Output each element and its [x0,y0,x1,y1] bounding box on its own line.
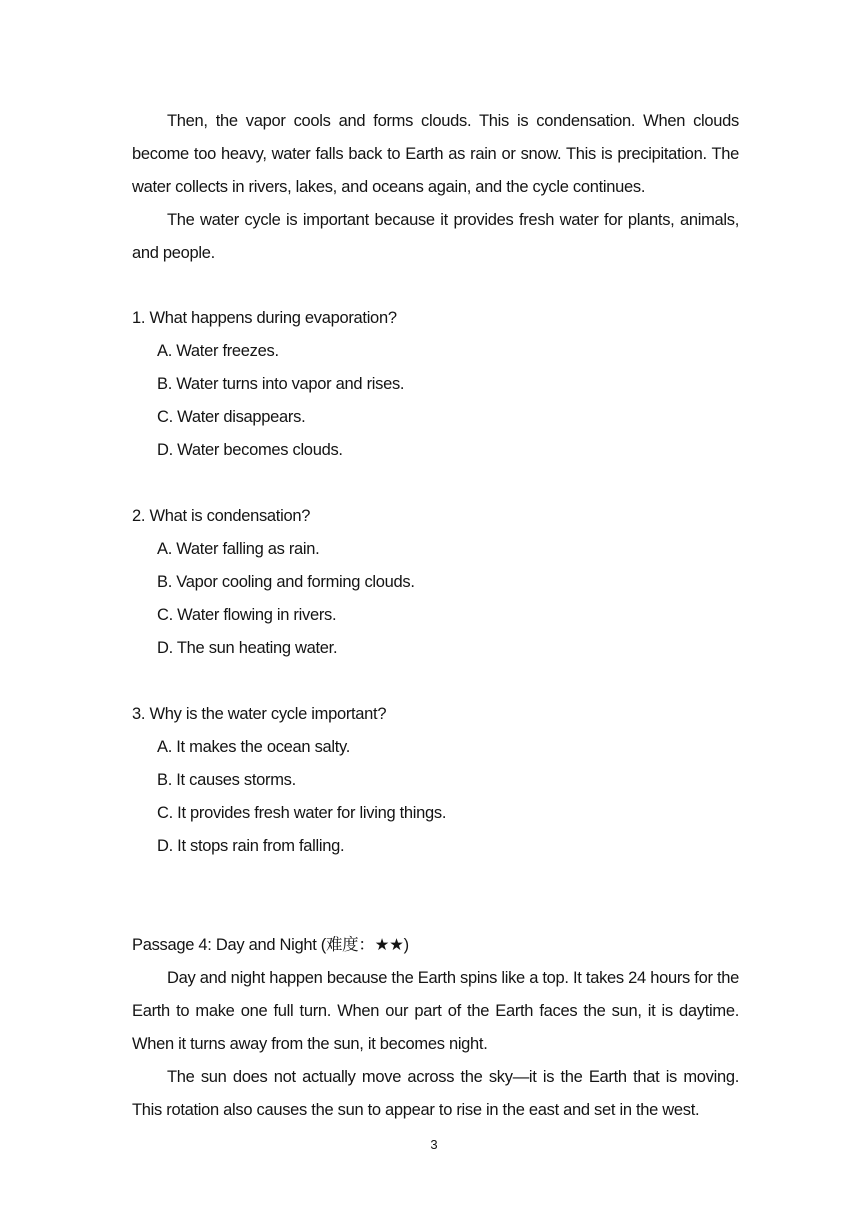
option-c: C. Water flowing in rivers. [157,606,337,624]
question-prompt: 2. What is condensation? [132,507,311,525]
page-number: 3 [430,1137,438,1152]
paragraph-condensation: Then, the vapor cools and forms clouds. This is condensation. When clouds become too heavy, water falls back to Earth as rain or snow. This is precipitation. The water collects in rivers, lakes, and oceans again, and the cycle continues. [132,112,739,196]
option-b: B. Water turns into vapor and rises. [157,375,405,393]
option-d: D. The sun heating water. [157,639,338,657]
option-a: A. Water freezes. [157,342,279,360]
option-a: A. Water falling as rain. [157,540,320,558]
passage-4-paragraph-1: Day and night happen because the Earth spins like a top. It takes 24 hours for the Earth to make one full turn. When our part of the Earth faces the sun, it is daytime. When it turns away from the sun, it becomes night. [132,969,739,1053]
option-c: C. It provides fresh water for living things. [157,804,447,822]
option-a: A. It makes the ocean salty. [157,738,351,756]
paragraph-importance: The water cycle is important because it provides fresh water for plants, animals, and people. [132,211,739,262]
question-2 [132,500,415,665]
option-d: D. It stops rain from falling. [157,837,345,855]
option-b: B. Vapor cooling and forming clouds. [157,573,415,591]
option-c: C. Water disappears. [157,408,306,426]
option-b: B. It causes storms. [157,771,296,789]
question-prompt: 3. Why is the water cycle important? [132,705,387,723]
question-3 [132,698,446,863]
question-prompt: 1. What happens during evaporation? [132,309,397,327]
option-d: D. Water becomes clouds. [157,441,343,459]
passage-4-heading: Passage 4: Day and Night (难度：★★) [132,936,409,954]
question-1 [132,302,404,467]
passage-4-paragraph-2: The sun does not actually move across the sky—it is the Earth that is moving. This rotation also causes the sun to appear to rise in the east and set in the west. [132,1068,739,1119]
